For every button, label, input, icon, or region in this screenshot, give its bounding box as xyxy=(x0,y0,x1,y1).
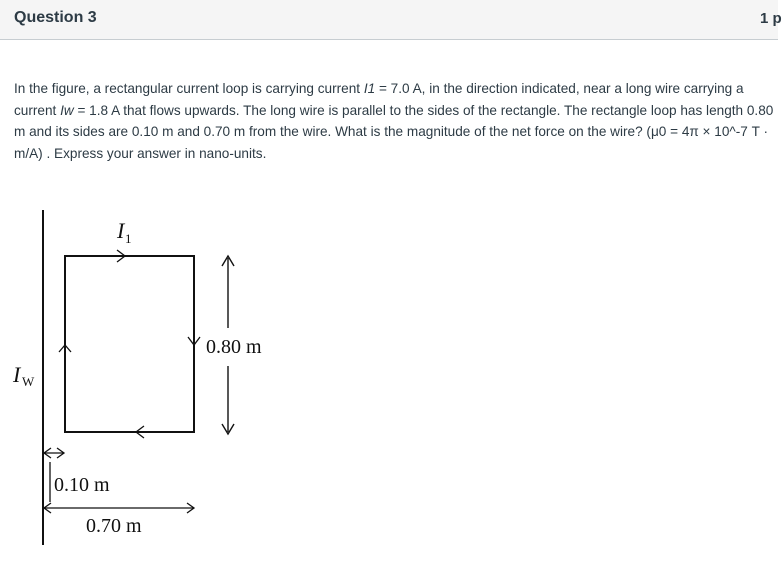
far-distance-label: 0.70 m xyxy=(86,515,142,537)
iw-symbol: Iw xyxy=(60,102,74,118)
i1-subscript: 1 xyxy=(125,231,132,246)
circuit-figure xyxy=(0,190,778,573)
question-text-part-1: In the figure, a rectangular current loop is carrying current xyxy=(14,81,364,96)
question-text xyxy=(14,78,776,164)
far-distance-dimension xyxy=(44,503,194,513)
i1-symbol: I1 xyxy=(363,81,376,96)
length-label: 0.80 m xyxy=(206,336,262,358)
iw-subscript: W xyxy=(22,374,35,389)
question-text-part-2: = 7.0 A, in the direction indicated, near a long wire carrying a current xyxy=(14,81,744,118)
loop-direction-arrows xyxy=(59,250,200,438)
current-loop xyxy=(65,256,194,432)
question-points: 1 p xyxy=(760,10,782,27)
question-text-part-3: = 1.8 A that flows upwards. The long wire is parallel to the sides of the rectangle. The rectangle loop has length 0.80 m and its sides are 0.10 m and 0.70 m from the wire. What is the magnitude of the net force on the wire? (μ0 = 4π × 10^-7 T · m/A) . Express your answer in nano-units. xyxy=(14,102,774,161)
i1-label: I xyxy=(117,218,125,243)
question-title: Question 3 xyxy=(14,9,97,26)
question-header xyxy=(0,0,782,40)
near-distance-label: 0.10 m xyxy=(54,474,110,496)
iw-label: I xyxy=(13,362,21,387)
